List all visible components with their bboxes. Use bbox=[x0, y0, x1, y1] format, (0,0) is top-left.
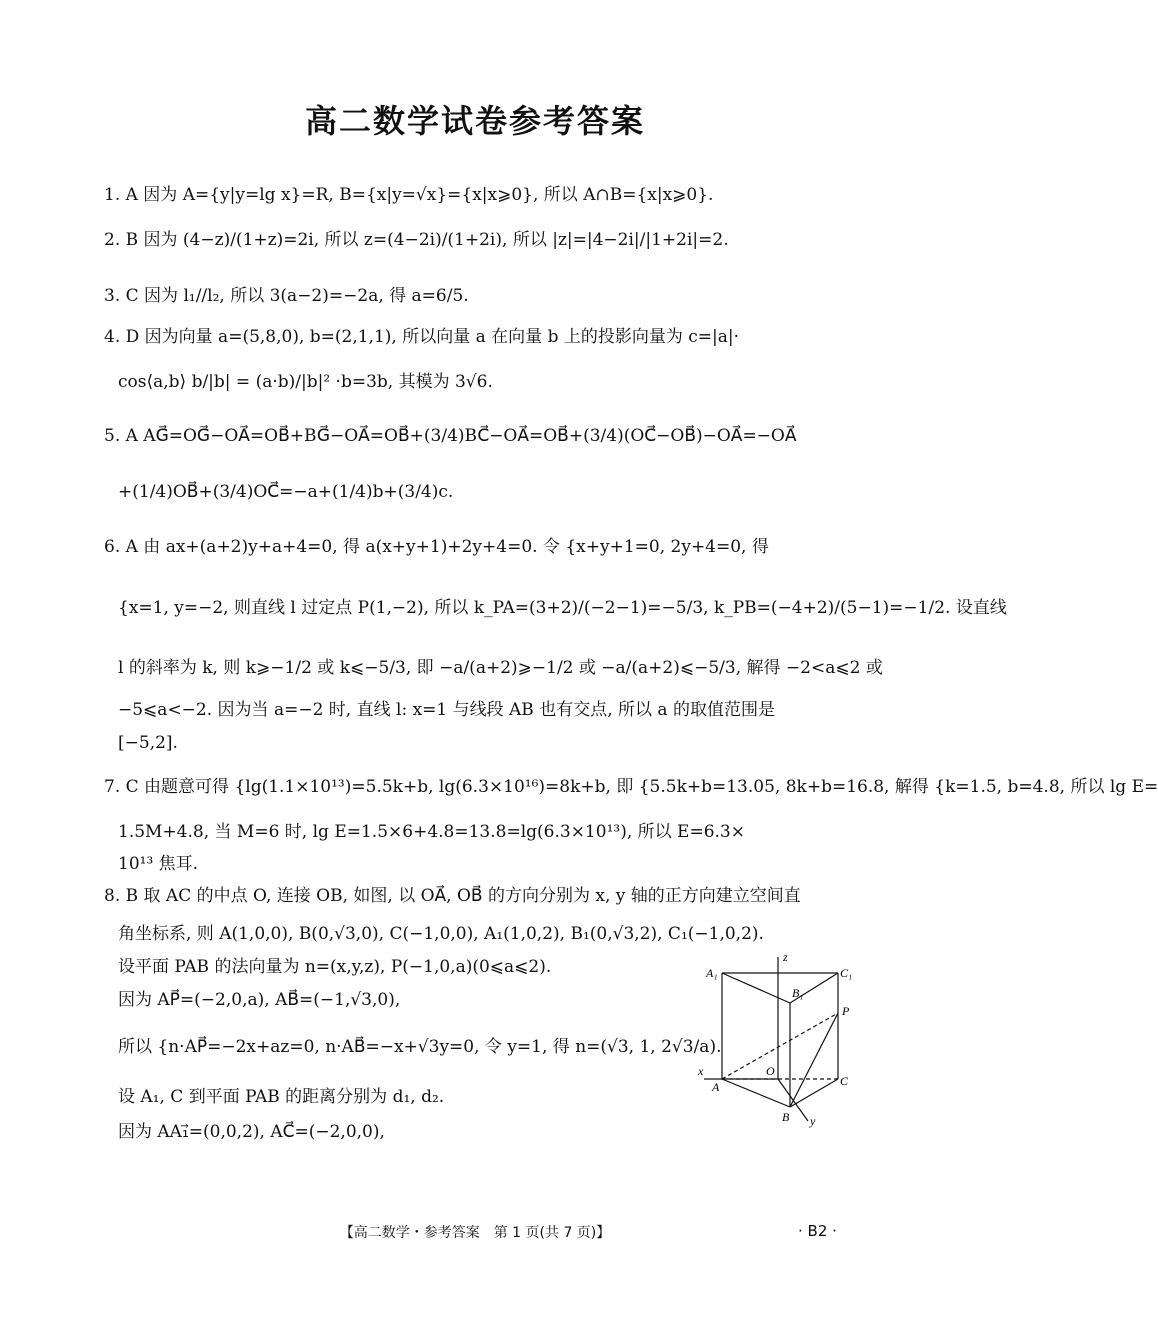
answer-line: 4. D 因为向量 a=(5,8,0), b=(2,1,1), 所以向量 a 在向量 b 上的投影向量为 c=|a|· bbox=[104, 327, 740, 347]
edge-ab bbox=[722, 1079, 790, 1107]
prism-figure bbox=[690, 945, 860, 1135]
answer-line: 因为 AP⃗=(−2,0,a), AB⃗=(−1,√3,0), bbox=[118, 990, 401, 1010]
page-title: 高二数学试卷参考答案 bbox=[304, 102, 645, 140]
answer-line: 10¹³ 焦耳. bbox=[118, 854, 199, 874]
label-o: O bbox=[766, 1064, 775, 1078]
answer-line: 8. B 取 AC 的中点 O, 连接 OB, 如图, 以 OA⃗, OB⃗ 的方向分别为 x, y 轴的正方向建立空间直 bbox=[104, 886, 801, 906]
paper-code: · B2 · bbox=[798, 1222, 837, 1240]
answer-line: −5⩽a<−2. 因为当 a=−2 时, 直线 l: x=1 与线段 AB 也有交点, 所以 a 的取值范围是 bbox=[118, 700, 775, 720]
page-footer: 【高二数学・参考答案 第 1 页(共 7 页)】 bbox=[339, 1225, 611, 1241]
label-c: C bbox=[840, 1074, 849, 1088]
answer-line: cos⟨a,b⟩ b/|b| = (a·b)/|b|² ·b=3b, 其模为 3√6. bbox=[118, 372, 493, 392]
label-y: y bbox=[810, 1114, 816, 1128]
label-z: z bbox=[783, 950, 788, 964]
answer-line: 设平面 PAB 的法向量为 n=(x,y,z), P(−1,0,a)(0⩽a⩽2). bbox=[118, 957, 552, 977]
answer-line: 所以 {n·AP⃗=−2x+az=0, n·AB⃗=−x+√3y=0, 令 y=1, 得 n=(√3, 1, 2√3/a). bbox=[118, 1037, 722, 1057]
answer-line: 6. A 由 ax+(a+2)y+a+4=0, 得 a(x+y+1)+2y+4=0. 令 {x+y+1=0, 2y+4=0, 得 bbox=[104, 537, 769, 557]
label-b: B bbox=[782, 1110, 790, 1124]
edge-a1b1 bbox=[722, 973, 790, 1003]
answer-line: 5. A AG⃗=OG⃗−OA⃗=OB⃗+BG⃗−OA⃗=OB⃗+(3/4)BC⃗−OA⃗=OB⃗+(3/4)(OC⃗−OB⃗)−OA⃗=−OA⃗ bbox=[104, 426, 797, 446]
answer-line: {x=1, y=−2, 则直线 l 过定点 P(1,−2), 所以 k_PA=(3+2)/(−2−1)=−5/3, k_PB=(−4+2)/(5−1)=−1/2. 设直线 bbox=[118, 598, 1007, 618]
label-b1: B₁ bbox=[792, 986, 804, 1000]
answer-line: 1.5M+4.8, 当 M=6 时, lg E=1.5×6+4.8=13.8=lg(6.3×10¹³), 所以 E=6.3× bbox=[118, 822, 745, 842]
label-a: A bbox=[712, 1080, 720, 1094]
answer-line: 角坐标系, 则 A(1,0,0), B(0,√3,0), C(−1,0,0), A₁(1,0,2), B₁(0,√3,2), C₁(−1,0,2). bbox=[118, 924, 764, 944]
label-c1: C₁ bbox=[840, 966, 853, 980]
label-x: x bbox=[698, 1064, 704, 1078]
answer-line: l 的斜率为 k, 则 k⩾−1/2 或 k⩽−5/3, 即 −a/(a+2)⩾−1/2 或 −a/(a+2)⩽−5/3, 解得 −2<a⩽2 或 bbox=[118, 658, 883, 678]
answer-line: +(1/4)OB⃗+(3/4)OC⃗=−a+(1/4)b+(3/4)c. bbox=[118, 482, 454, 502]
answer-line: 设 A₁, C 到平面 PAB 的距离分别为 d₁, d₂. bbox=[118, 1087, 445, 1107]
label-a1: A₁ bbox=[706, 966, 718, 980]
answer-line: 3. C 因为 l₁//l₂, 所以 3(a−2)=−2a, 得 a=6/5. bbox=[104, 286, 469, 306]
answer-line: 7. C 由题意可得 {lg(1.1×10¹³)=5.5k+b, lg(6.3×10¹⁶)=8k+b, 即 {5.5k+b=13.05, 8k+b=16.8, 解得 {k=1.5, b=4.8, 所以 lg E= bbox=[104, 777, 1158, 797]
answer-line: 2. B 因为 (4−z)/(1+z)=2i, 所以 z=(4−2i)/(1+2i), 所以 |z|=|4−2i|/|1+2i|=2. bbox=[104, 230, 729, 250]
answer-line: 因为 AA₁⃗=(0,0,2), AC⃗=(−2,0,0), bbox=[118, 1122, 385, 1142]
answer-line: 1. A 因为 A={y|y=lg x}=R, B={x|y=√x}={x|x⩾0}, 所以 A∩B={x|x⩾0}. bbox=[104, 185, 714, 205]
answer-line: [−5,2]. bbox=[118, 733, 178, 753]
label-p: P bbox=[842, 1004, 850, 1018]
